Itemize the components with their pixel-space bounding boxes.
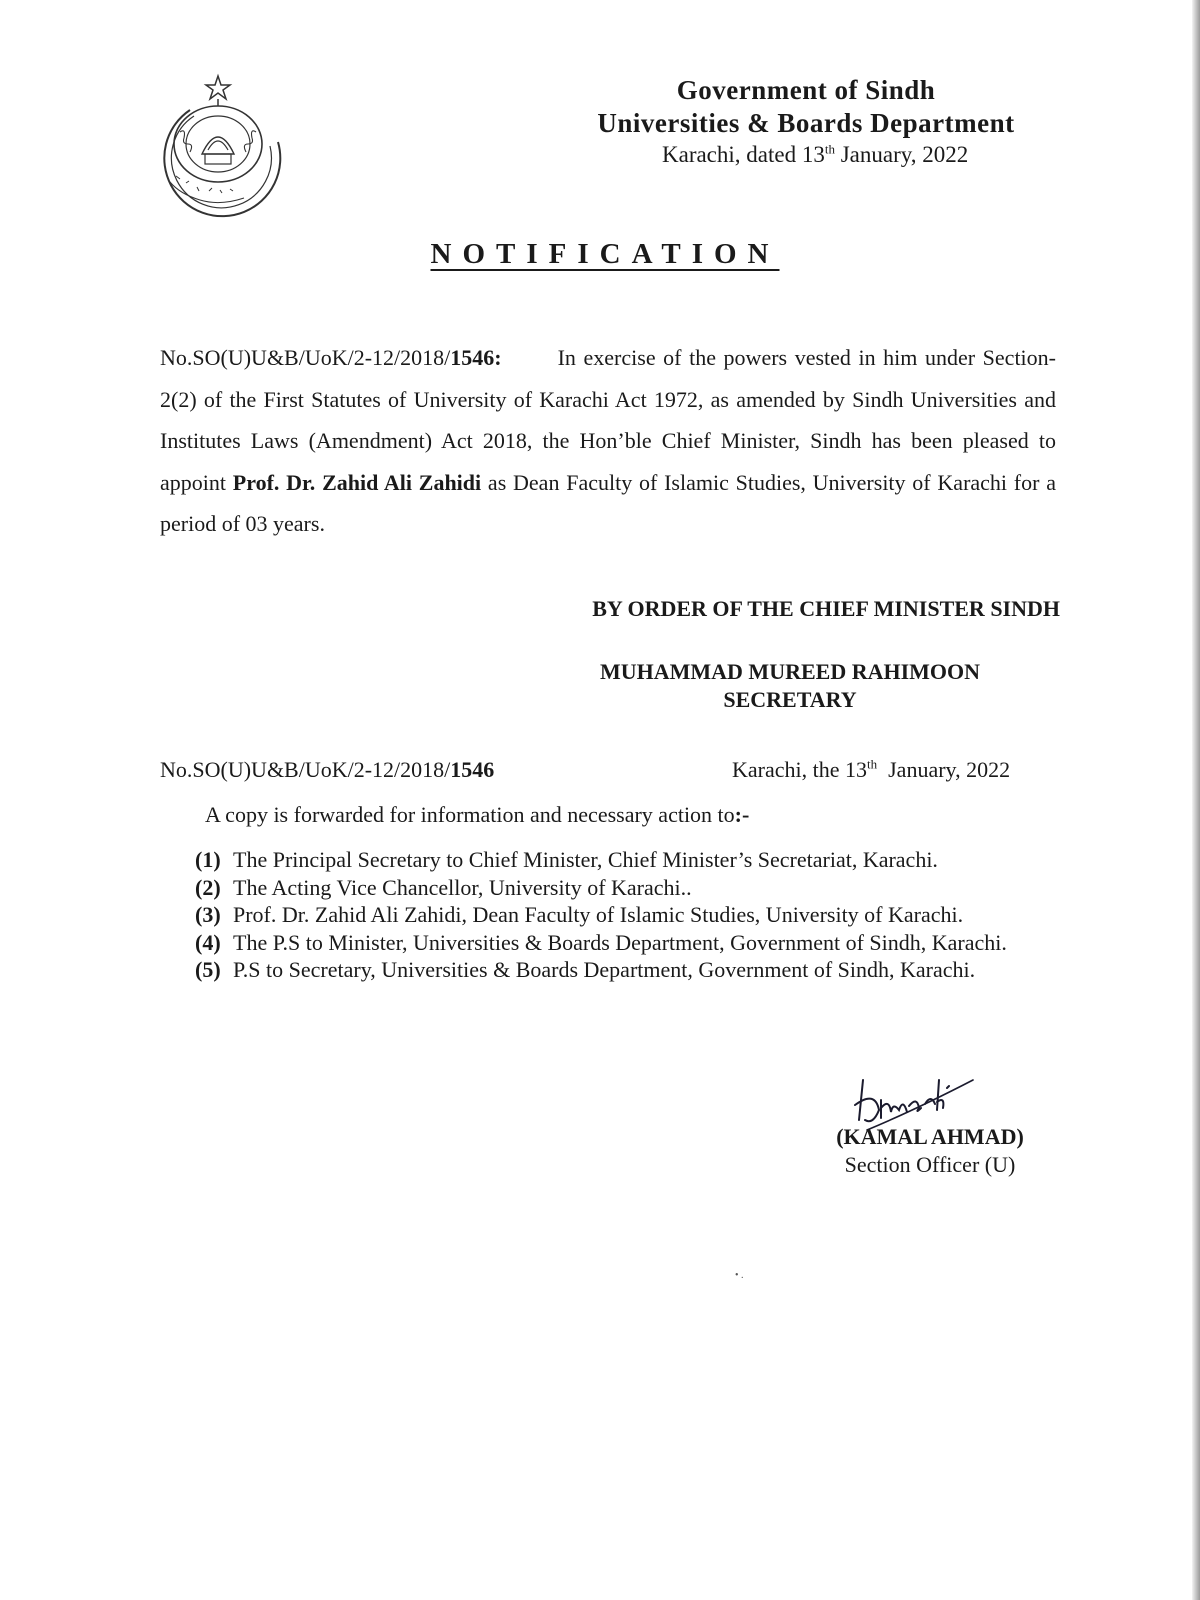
recipient-number: (1) [195, 847, 221, 872]
forward-line [205, 802, 749, 828]
secretary-block [560, 658, 1020, 714]
recipient-text: The Acting Vice Chancellor, University of Karachi.. [233, 874, 692, 900]
list-item [195, 956, 1055, 984]
recipient-number: (5) [195, 957, 221, 982]
government-name: Government of Sindh [676, 75, 936, 105]
department-name: Universities & Boards Department [597, 108, 1015, 138]
notification-ref-prefix: No.SO(U)U&B/UoK/2-12/2018/ [160, 345, 451, 370]
recipient-list [195, 846, 1055, 984]
header-date-sup: th [824, 141, 835, 157]
endorsement-ref-prefix: No.SO(U)U&B/UoK/2-12/2018/ [160, 757, 451, 782]
notification-ref-bold: 1546: [450, 345, 502, 370]
sindh-government-seal-icon [150, 72, 290, 222]
letterhead [576, 74, 1036, 170]
endorsement-ref-bold: 1546 [450, 757, 495, 782]
scan-specks: • . [735, 1270, 744, 1281]
forward-text: A copy is forwarded for information and necessary action to [205, 802, 735, 827]
recipient-number: (3) [195, 902, 221, 927]
endorsement-date [732, 757, 1010, 783]
notification-text-part1: In exercise of the powers vested in him under Section-2(2) of the First Statutes of University of Karachi Act 1972, as amended by Sindh Universities and Institutes Laws (Amendment) Act 2018, the Hon’ble Chief Minister, Sindh has been pleased to appoint [160, 345, 1056, 495]
list-item [195, 846, 1055, 874]
endorsement-date-suffix: January, 2022 [877, 757, 1011, 782]
header-date-prefix: Karachi, dated 13 [662, 142, 825, 167]
recipient-text: Prof. Dr. Zahid Ali Zahidi, Dean Faculty of Islamic Studies, University of Karachi. [233, 902, 964, 927]
signatory-designation: Section Officer (U) [844, 1152, 1016, 1177]
endorsement-ref-number [160, 757, 494, 783]
appointee-name: Prof. Dr. Zahid Ali Zahidi [232, 469, 482, 495]
header-date-suffix: January, 2022 [834, 142, 969, 167]
forward-suffix: :- [734, 802, 750, 827]
notification-body [160, 337, 1056, 545]
endorsement-date-prefix: Karachi, the 13 [732, 757, 867, 782]
document-title-text: NOTIFICATION [430, 238, 780, 270]
recipient-text: The P.S to Minister, Universities & Boards Department, Government of Sindh, Karachi. [233, 929, 1007, 955]
notification-text-part2: as Dean Faculty of Islamic Studies, University of Karachi for a period of 03 years. [160, 469, 1056, 536]
list-item [195, 929, 1055, 957]
header-date [632, 140, 1036, 170]
recipient-text: P.S to Secretary, Universities & Boards Department, Government of Sindh, Karachi. [233, 957, 976, 982]
secretary-name: MUHAMMAD MUREED RAHIMOON [599, 659, 981, 684]
recipient-text: The Principal Secretary to Chief Minister, Chief Minister’s Secretariat, Karachi. [233, 847, 938, 872]
recipient-number: (2) [195, 874, 221, 900]
secretary-title: SECRETARY [723, 687, 857, 712]
document-title [0, 238, 1200, 271]
list-item [195, 901, 1055, 929]
signatory-name: (KAMAL AHMAD) [836, 1124, 1024, 1149]
signatory-block [800, 1124, 1060, 1178]
recipient-number: (4) [195, 929, 221, 955]
notification-ref-number [160, 345, 502, 370]
endorsement-date-sup: th [867, 756, 878, 772]
by-order-line: BY ORDER OF THE CHIEF MINISTER SINDH [592, 596, 1060, 621]
list-item [195, 874, 1055, 902]
